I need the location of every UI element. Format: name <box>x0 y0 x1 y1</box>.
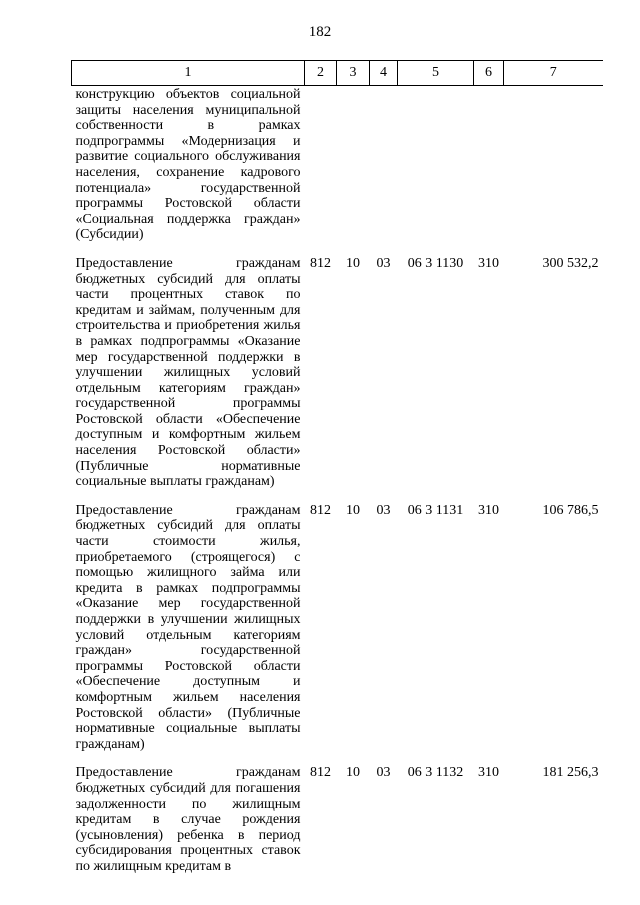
row-expense-type-code: 310 <box>478 255 499 271</box>
row-subsection-code: 03 <box>376 502 391 518</box>
page-number: 182 <box>308 24 332 40</box>
row-description: конструкцию объектов социальной защиты населения муниципальной собственности в рамках подпрограммы «Модернизация и развитие социального обслуживания населения, сохранение кадрового потенциала» государственной программы Ростовской области «Социальная поддержка граждан» (Субсидии) <box>75 87 301 243</box>
table-row <box>72 255 603 502</box>
row-section-code: 10 <box>346 255 360 271</box>
column-header-5: 5 <box>398 61 474 86</box>
row-expense-type-code <box>474 86 504 255</box>
row-description: Предоставление гражданам бюджетных субсидий для оплаты части процентных ставок по кредитам и займам, полученным для строительства и приобретения жилья в рамках подпрограммы «Оказание мер государственной поддержки в улучшении жилищных условий отдельным категориям граждан» государственной программы Ростовской области «Обеспечение доступным и комфортным жильем населения Ростовской области» (Публичные нормативные социальные выплаты гражданам) <box>75 255 301 490</box>
row-section-code: 10 <box>346 765 360 781</box>
row-amount: 106 786,5 <box>542 502 599 518</box>
row-amount: 181 256,3 <box>542 765 599 781</box>
table-row <box>72 764 603 886</box>
row-subsection-code: 03 <box>376 765 391 781</box>
row-amount: 300 532,2 <box>542 255 599 271</box>
row-target-code <box>398 86 474 255</box>
column-header-6: 6 <box>474 61 504 86</box>
row-target-code: 06 3 1130 <box>407 255 464 271</box>
row-ministry-code: 812 <box>310 255 331 271</box>
row-amount <box>504 86 603 255</box>
row-expense-type-code: 310 <box>478 765 499 781</box>
row-section-code: 10 <box>346 502 360 518</box>
row-ministry-code: 812 <box>310 765 331 781</box>
table-row <box>72 86 603 255</box>
row-target-code: 06 3 1132 <box>407 765 464 781</box>
row-description: Предоставление гражданам бюджетных субсидий для погашения задолженности по жилищным кредитам в случае рождения (усыновления) ребенка в период субсидирования процентных ставок по жилищным кредитам в <box>75 765 301 874</box>
row-description: Предоставление гражданам бюджетных субсидий для оплаты части стоимости жилья, приобретаемого (строящегося) с помощью жилищного займа или кредита в рамках подпрограммы «Оказание мер государственной поддержки в улучшении жилищных условий отдельным категориям граждан» государственной программы Ростовской области «Обеспечение доступным и комфортным жильем населения Ростовской области» (Публичные нормативные социальные выплаты гражданам) <box>75 502 301 752</box>
column-header-1: 1 <box>72 61 305 86</box>
table-row <box>72 502 603 765</box>
row-section-code <box>337 86 370 255</box>
column-header-3: 3 <box>337 61 370 86</box>
column-header-7: 7 <box>504 61 603 86</box>
row-target-code: 06 3 1131 <box>407 502 464 518</box>
row-subsection-code: 03 <box>376 255 391 271</box>
row-ministry-code: 812 <box>310 502 331 518</box>
row-ministry-code <box>305 86 337 255</box>
table-header-row <box>72 61 603 86</box>
row-expense-type-code: 310 <box>478 502 499 518</box>
row-subsection-code <box>370 86 398 255</box>
column-header-4: 4 <box>370 61 398 86</box>
budget-table <box>71 60 603 887</box>
column-header-2: 2 <box>305 61 337 86</box>
